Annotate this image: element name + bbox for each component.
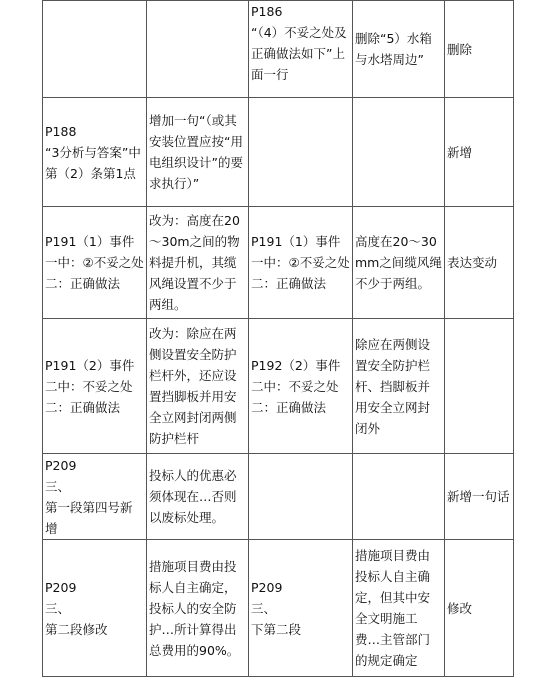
revision-table: [42, 0, 514, 677]
table-cell: [249, 207, 353, 319]
cell-text: 投标人的优惠必须体现在…否则以废标处理。: [149, 468, 237, 525]
cell-text: 措施项目费由投标人自主确定，但其中安全文明施工费…主管部门的规定确定: [355, 548, 431, 668]
cell-text: 措施项目费由投标人自主确定，投标人的安全防护…所计算得出总费用的90%。: [149, 558, 240, 658]
cell-text: P186 “（4）不妥之处及正确做法如下”上面一行: [251, 4, 347, 82]
cell-text: 高度在20～30mm之间缆风绳不少于两组。: [355, 234, 442, 291]
cell-text: 除应在两侧设置安全防护栏杆、挡脚板并用安全立网封闭外: [355, 336, 431, 436]
table-cell: [249, 454, 353, 540]
cell-text: P192（2）事件二中：不妥之处二：正确做法: [251, 357, 341, 415]
cell-text: P191（2）事件二中：不妥之处二：正确做法: [45, 357, 135, 415]
table-cell: [147, 98, 249, 207]
cell-text: 增加一句“（或其安装位置应按“用电组织设计”的要求执行）”: [149, 113, 243, 191]
cell-text: 表达变动: [447, 255, 498, 270]
table-row: [43, 454, 514, 540]
table-cell: [147, 207, 249, 319]
table-cell: [249, 540, 353, 677]
cell-text: P209 三、 第一段第四号新增: [45, 457, 133, 536]
table-row: [43, 1, 514, 98]
cell-text: 新增: [447, 144, 473, 160]
table-cell: [353, 1, 445, 98]
table-cell: [445, 454, 514, 540]
table-cell: [43, 454, 147, 540]
table-cell: [445, 207, 514, 319]
table-cell: [147, 540, 249, 677]
cell-text: 改为：高度在20～30m之间的物料提升机，其缆风绳设置不少于两组。: [149, 213, 240, 312]
table-cell: [353, 454, 445, 540]
table-cell: [353, 98, 445, 207]
table-cell: [445, 1, 514, 98]
cell-text: P191（1）事件一中：②不妥之处二：正确做法: [45, 234, 144, 291]
cell-text: 改为：除应在两侧设置安全防护栏杆外，还应设置挡脚板并用安全立网封闭两侧防护栏杆: [149, 326, 237, 446]
cell-text: 删除“5）水箱与水塔周边”: [355, 31, 432, 67]
table-cell: [445, 98, 514, 207]
table-cell: [445, 319, 514, 454]
table-row: [43, 319, 514, 454]
table-cell: [353, 319, 445, 454]
cell-text: P209 三、 第二段修改: [45, 579, 108, 637]
cell-text: P191（1）事件一中：②不妥之处二：正确做法: [251, 234, 350, 291]
table-cell: [43, 319, 147, 454]
cell-text: P188 “3分析与答案”中第（2）条第1点: [45, 123, 141, 181]
table-cell: [249, 319, 353, 454]
table-cell: [249, 98, 353, 207]
table-row: [43, 207, 514, 319]
table-row: [43, 540, 514, 677]
table-cell: [353, 540, 445, 677]
cell-text: 删除: [447, 41, 473, 57]
table-cell: [353, 207, 445, 319]
table-cell: [43, 540, 147, 677]
table-cell: [147, 1, 249, 98]
table-cell: [43, 1, 147, 98]
table-row: [43, 98, 514, 207]
cell-text: 新增一句话: [447, 489, 510, 504]
table-cell: [43, 98, 147, 207]
table-cell: [147, 454, 249, 540]
cell-text: P209 三、 下第二段: [251, 579, 302, 637]
table-cell: [249, 1, 353, 98]
table-cell: [147, 319, 249, 454]
cell-text: 修改: [447, 600, 473, 616]
table-cell: [445, 540, 514, 677]
table-cell: [43, 207, 147, 319]
